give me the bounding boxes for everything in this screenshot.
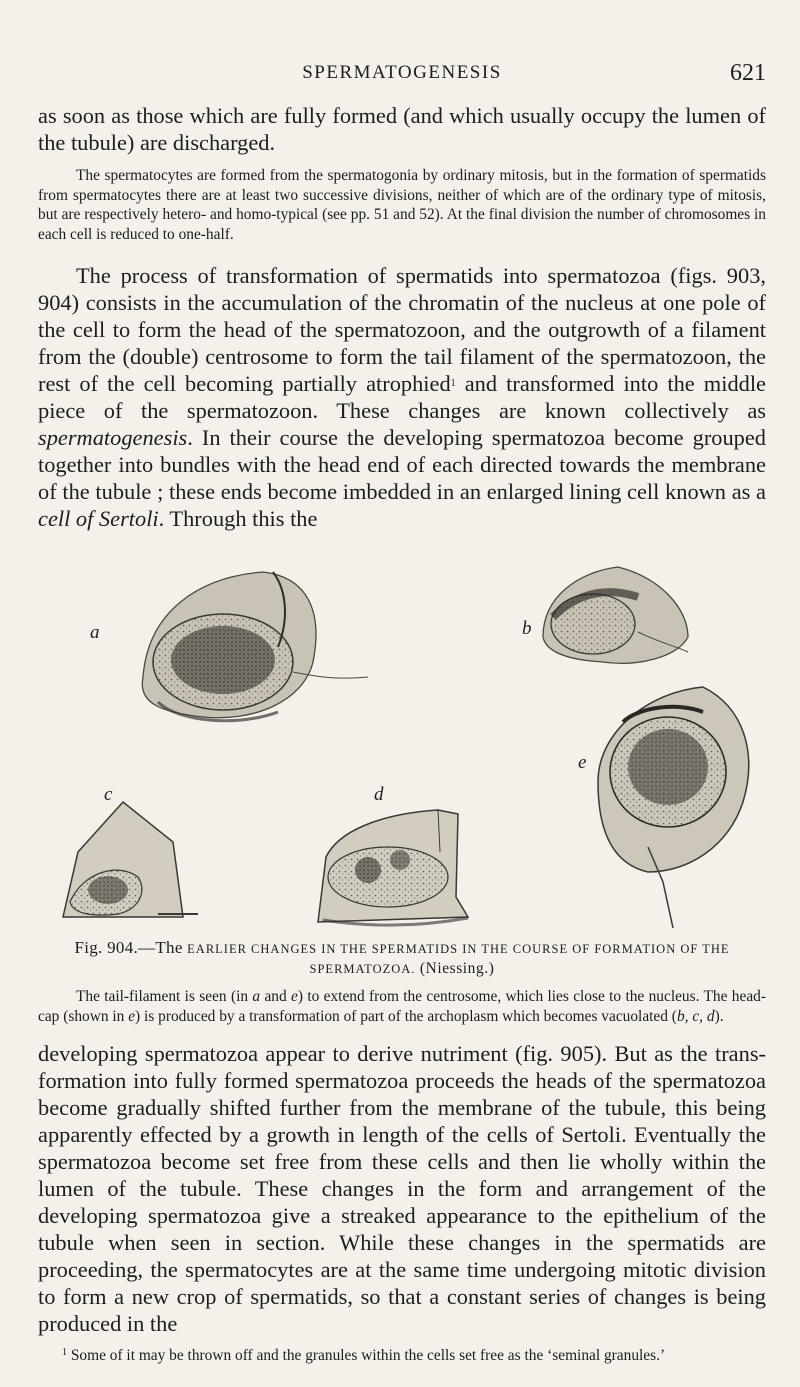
caption-ref-e: e	[291, 988, 298, 1005]
running-head	[38, 62, 766, 98]
footnote	[38, 1343, 766, 1366]
footnote-reference: 1	[450, 378, 456, 389]
page-number: 621	[730, 60, 766, 86]
cell-c-drawing	[63, 802, 198, 917]
figure-caption-body	[38, 987, 766, 1026]
figure-label-d: d	[374, 784, 384, 805]
caption-credit: (Niessing.)	[419, 960, 495, 977]
footnote-mark: 1	[62, 1347, 67, 1358]
paragraph-process	[38, 262, 766, 532]
caption-text-3: ) to extend from the centrosome, which lies close to the nucleus. The head-cap (shown in	[38, 988, 766, 1025]
figure-label-c: c	[104, 784, 113, 805]
figure-illustration	[38, 552, 766, 928]
caption-ref-e2: e	[128, 1007, 136, 1025]
figure-label-a: a	[90, 622, 100, 643]
figure-label-e: e	[578, 752, 587, 773]
paragraph-developing: developing spermatozoa appear to derive nutriment (fig. 905). But as the trans-formation into fully formed spermatozoa proceeds the heads of the spermatozoa become gradually shifted further from the membrane of the tubule, this being apparently effected by a growth in length of the cells of Sertoli. Eventually the spermatozoa become set free from these cells and then lie wholly within the lumen of the tubule. These changes in the form and arrangement of the developing spermatozoa give a streaked appearance to the epithelium of the tubule when seen in section. While these changes in the spermatids are proceeding, the spermatocytes are at the same time undergoing mitotic division to form a new crop of spermatids, so that a constant series of changes is being produced in the	[38, 1041, 766, 1336]
process-text-1: The process of transformation of spermatids into spermatozoa (figs. 903, 904) consists in the accumulation of the chromatin of the nucleus at one pole of the cell to form the head of the spermatozoon, and the outgrowth of a filament from the (double) centrosome to form the tail filament of the spermatozoon, the rest of the cell becoming partially atrophied	[38, 263, 766, 396]
caption-text-1: The tail-filament is seen (in	[76, 988, 253, 1005]
figure-904	[38, 552, 766, 928]
paragraph-intro: as soon as those which are fully formed (and which usually occupy the lumen of the tubule) are discharged.	[38, 103, 766, 155]
term-cell-of-sertoli: cell of Sertoli	[38, 506, 159, 531]
term-spermatogenesis: spermatogenesis	[38, 425, 188, 450]
caption-text-2: and	[260, 988, 292, 1005]
process-text-3: . In their course the developing spermatozoa become grouped together into bundles with the head end of each directed towards the membrane of the tubule ; these ends become imbedded in an enlarged lining cell known as a	[38, 425, 766, 504]
paragraph-note: The spermatocytes are formed from the spermatogonia by ordinary mitosis, but in the formation of spermatids from spermatocytes there are at least two successive divisions, neither of which are of the ordinary type of mitosis, but are respectively hetero- and homo-typical (see pp. 51 and 52). At the final division the number of chromosomes in each cell is reduced to one-half.	[38, 167, 766, 243]
running-title: SPERMATOGENESIS	[302, 62, 502, 83]
cell-a-drawing	[142, 572, 368, 721]
figure-caption-title	[38, 938, 766, 979]
caption-text-4: ) is produced by a transformation of part of the archoplasm which becomes vacuolated (	[135, 1007, 677, 1025]
cell-e-drawing	[598, 687, 749, 928]
cell-b-drawing	[543, 567, 688, 663]
caption-ref-bcd: b, c, d	[676, 1007, 715, 1025]
caption-text-5: ).	[714, 1007, 724, 1025]
figure-label-b: b	[522, 618, 532, 639]
process-text-4: . Through this the	[158, 506, 318, 531]
process-text-2: and transformed into the middle piece of the spermatozoon. These changes are known collectively as	[38, 371, 766, 423]
caption-ref-a: a	[252, 988, 261, 1005]
book-page	[38, 0, 766, 1366]
cell-d-drawing	[318, 810, 468, 925]
caption-lead: Fig. 904.—The	[74, 938, 183, 957]
caption-title-text: EARLIER CHANGES IN THE SPERMATIDS IN THE COURSE OF FORMATION OF THE SPERMATOZOA.	[187, 942, 730, 976]
footnote-text: Some of it may be thrown off and the granules within the cells set free as the ‘seminal granules.’	[70, 1347, 666, 1364]
